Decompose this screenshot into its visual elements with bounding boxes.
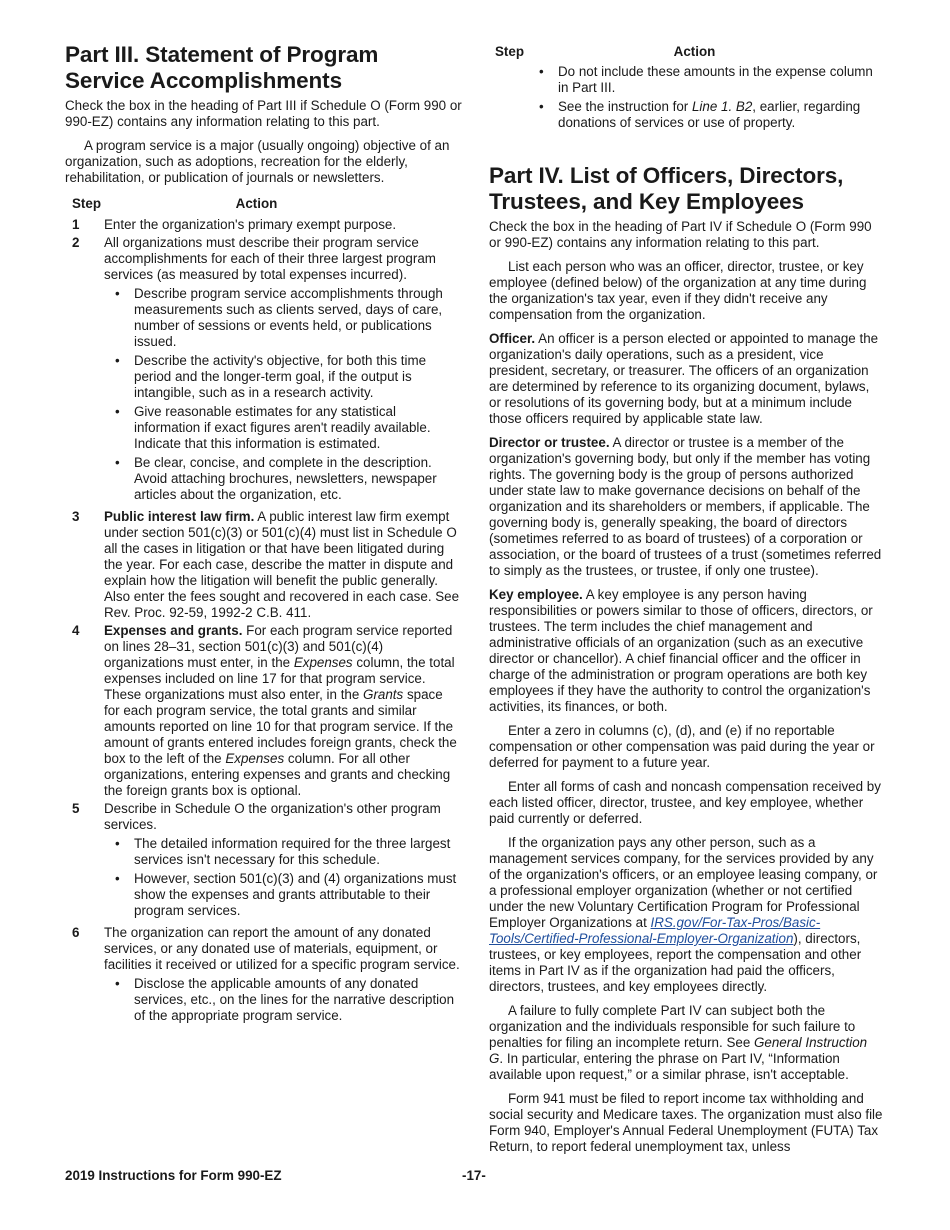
definition-text: An officer is a person elected or appointed to manage the organization's daily operations, such as a president, vice president, secretary, or treasurer. The officers of an organization are determined by reference to its organizing document, bylaws, or resolutions of its governing body, but at a minimum include those officers required by applicable state law. (489, 331, 879, 426)
step-body (104, 623, 462, 799)
bullet-item: • Describe program service accomplishments through measurements such as clients served, days of care, number of sessions or events held, or publications issued. (104, 286, 462, 350)
step-text: Describe in Schedule O the organization's other program services. (104, 801, 441, 832)
step-lead: Public interest law firm. (104, 509, 255, 524)
failure-paragraph (489, 1003, 884, 1083)
step-number: 5 (72, 801, 80, 816)
peo-paragraph (489, 835, 884, 995)
step-4 (65, 623, 462, 799)
step-2 (65, 235, 462, 507)
part4-title: Part IV. List of Officers, Directors, Trustees, and Key Employees (489, 163, 844, 214)
definition-term: Key employee. (489, 587, 583, 602)
step-number: 2 (72, 235, 80, 250)
continued-bullets (489, 64, 884, 131)
part3-intro: Check the box in the heading of Part III if Schedule O (Form 990 or 990-EZ) contains any information relating to this part. (65, 98, 462, 129)
step-text: column. For all other organizations, entering expenses and grants and checking the foreign grants box is optional. (104, 751, 451, 798)
step-table-header-continued (489, 44, 884, 60)
step-3 (65, 509, 462, 621)
step-text: The organization can report the amount of any donated services, or any donated use of materials, equipment, or facilities it received or utilized for a specific program service. (104, 925, 460, 972)
step-text: column, the total expenses included on line 17 for that program service. These organizations must also enter, in the (104, 655, 455, 702)
step-column-header: Step (72, 196, 102, 211)
action-column-header: Action (673, 44, 716, 59)
step-1 (65, 217, 462, 233)
page-footer (65, 1168, 885, 1186)
emphasis: Line 1. B2 (691, 99, 753, 114)
definition-term: Director or trustee. (489, 435, 610, 450)
bullet-item: • Give reasonable estimates for any statistical information if exact figures aren't readily available. Indicate that this information is estimated. (104, 404, 462, 452)
definition-text: A director or trustee is a member of the organization's governing body, but only if the member has voting rights. The governing body is the group of persons authorized under state law to make governance decisions on behalf of the organization and its shareholders or members, if applicable. The governing body is, generally speaking, the board of directors (sometimes referred to as board of trustees) of a corporation or association, or the board of trustees of a trust (sometimes referred to simply as the trustees, or trustee, if only one trustee). (489, 435, 882, 578)
paragraph-text: A failure to fully complete Part IV can subject both the organization and the individuals responsible for such failure to penalties for filing an incomplete return. See (489, 1003, 856, 1050)
step-text: space for each program service, the total grants and similar amounts reported on line 10 for that program service. If the amount of grants entered includes foreign grants, check the box to the left of the (104, 687, 457, 766)
bullet-item: • Be clear, concise, and complete in the description. Avoid attaching brochures, newsletters, newspaper articles about the organization, etc. (104, 455, 462, 503)
bullet-item: • Describe the activity's objective, for both this time period and the longer-term goal, if the output is intangible, such as in a research activity. (104, 353, 462, 401)
right-column (489, 44, 884, 1163)
paragraph-text: ), directors, trustees, or key employees, report the compensation and other items in Part IV as if the organization had paid the officers, directors, trustees, and key employees directly. (489, 931, 862, 994)
step-number: 1 (72, 217, 80, 232)
step-text: A public interest law firm exempt under section 501(c)(3) or 501(c)(4) must list in Schedule O all the cases in litigation or that have been litigated during the year. For each case, describe the matter in dispute and explain how the litigation will benefit the public generally. Also enter the fees sought and recovered in each case. See Rev. Proc. 92-59, 1992-2 C.B. 411. (104, 509, 460, 620)
definition-text: A key employee is any person having responsibilities or powers similar to those of officers, directors, or trustees. The term includes the chief management and administrative officials of an organization (such as an executive director or chancellor). A chief financial officer and the officer in charge of the administration or program operations are both key employees if they have the authority to control the organization's activities, its finances, or both. (489, 587, 873, 714)
part4-intro: Check the box in the heading of Part IV if Schedule O (Form 990 or 990-EZ) contains any information relating to this part. (489, 219, 872, 250)
bullet-item: • Do not include these amounts in the expense column in Part III. (528, 64, 884, 96)
step-lead: Expenses and grants. (104, 623, 243, 638)
footer-form-name: 2019 Instructions for Form 990-EZ (65, 1168, 282, 1183)
emphasis: Expenses (293, 655, 353, 670)
step-body (104, 925, 462, 1028)
action-column-header: Action (235, 196, 278, 211)
bullet-item (528, 99, 884, 131)
officer-definition (489, 331, 884, 427)
step-number: 6 (72, 925, 80, 940)
paragraph-text: If the organization pays any other person, such as a management services company, for the services provided by any of the organization's officers, or an employee leasing company, or a professional employer organization (whether or not certified under the new Voluntary Certification Program for Professional Employer Organizations at (489, 835, 878, 930)
emphasis: Grants (363, 687, 404, 702)
bullet-list (104, 836, 462, 919)
bullet-item: • Disclose the applicable amounts of any donated services, etc., on the lines for the narrative description of the appropriate program service. (104, 976, 462, 1024)
step-body: Enter the organization's primary exempt purpose. (104, 217, 397, 232)
bullet-list (528, 64, 884, 131)
bullet-list (104, 286, 462, 503)
bullet-text: See the instruction for (558, 99, 692, 114)
paragraph-text: . In particular, entering the phrase on Part IV, “Information available upon request,” or a similar phrase, isn't acceptable. (489, 1051, 849, 1082)
step-body (104, 509, 462, 621)
step-5 (65, 801, 462, 923)
step-body (104, 235, 462, 507)
zero-compensation-paragraph: Enter a zero in columns (c), (d), and (e) if no reportable compensation or other compensation was paid during the year or deferred for payment to a future year. (489, 723, 875, 770)
bullet-item: • The detailed information required for the three largest services isn't necessary for this schedule. (104, 836, 462, 868)
step-table-header (65, 196, 462, 212)
bullet-text: , earlier, regarding donations of services or use of property. (558, 99, 861, 130)
step-number: 4 (72, 623, 80, 638)
key-employee-definition (489, 587, 884, 715)
step-number: 3 (72, 509, 80, 524)
part3-title: Part III. Statement of Program Service Accomplishments (65, 42, 379, 93)
part3-definition: A program service is a major (usually ongoing) objective of an organization, such as adoptions, recreation for the elderly, rehabilitation, or publication of journals or newsletters. (65, 138, 450, 185)
form-941-paragraph: Form 941 must be filed to report income tax withholding and social security and Medicare taxes. The organization must also file Form 940, Employer's Annual Federal Unemployment (FUTA) Tax Return, to report federal unemployment tax, unless (489, 1091, 883, 1154)
peo-link[interactable]: IRS.gov/For-Tax-Pros/Basic-Tools/Certified-Professional-Employer-Organization (489, 915, 821, 946)
step-text: For each program service reported on lines 28–31, section 501(c)(3) and 501(c)(4) organizations must enter, in the (104, 623, 453, 670)
emphasis: Expenses (225, 751, 285, 766)
definition-term: Officer. (489, 331, 536, 346)
cash-compensation-paragraph: Enter all forms of cash and noncash compensation received by each listed officer, director, trustee, and key employee, whether paid currently or deferred. (489, 779, 881, 826)
step-6 (65, 925, 462, 1028)
page-number: -17- (462, 1168, 486, 1183)
director-definition (489, 435, 884, 579)
bullet-item: • However, section 501(c)(3) and (4) organizations must show the expenses and grants attributable to their program services. (104, 871, 462, 919)
emphasis: General Instruction G (489, 1035, 868, 1066)
left-column (65, 42, 462, 1030)
part4-list-instructions: List each person who was an officer, director, trustee, or key employee (defined below) of the organization at any time during the organization's tax year, even if they didn't receive any compensation from the organization. (489, 259, 867, 322)
step-body (104, 801, 462, 923)
step-column-header: Step (495, 44, 525, 59)
bullet-list (104, 976, 462, 1024)
step-text: All organizations must describe their program service accomplishments for each of their three largest program services (as measured by total expenses incurred). (104, 235, 436, 282)
